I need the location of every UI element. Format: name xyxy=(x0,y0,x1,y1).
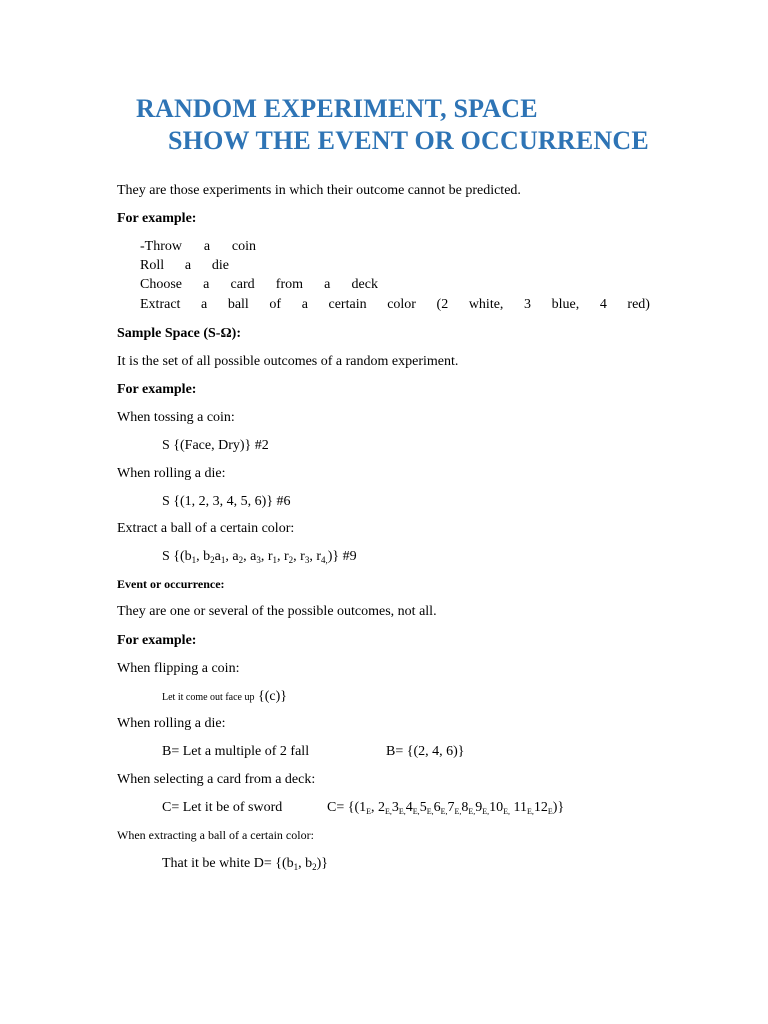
example-word: coin xyxy=(231,239,256,254)
set-element: a xyxy=(250,549,257,564)
example-word: white, xyxy=(468,297,504,312)
set-element: 9 xyxy=(475,800,483,815)
set-separator: , xyxy=(196,549,204,564)
set-element: b xyxy=(184,549,192,564)
example-word: a xyxy=(301,297,308,312)
tossing-coin-label: When tossing a coin: xyxy=(117,410,235,425)
set-subscript: 1 xyxy=(220,555,226,565)
coin-sample-space: S {(Face, Dry)} #2 xyxy=(162,438,269,453)
d-event-sub-2: 2 xyxy=(312,862,317,872)
example-word: card xyxy=(230,277,255,292)
example-item xyxy=(140,257,229,275)
example-word: (2 xyxy=(436,297,449,312)
set-subscript: 2 xyxy=(210,555,215,565)
set-element: 4 xyxy=(405,800,413,815)
set-element: r xyxy=(267,549,273,564)
set-element: 6 xyxy=(433,800,441,815)
set-subscript: 1 xyxy=(191,555,197,565)
example-word: certain xyxy=(328,297,367,312)
set-separator: , xyxy=(371,800,379,815)
set-element: 5 xyxy=(419,800,427,815)
example-word: from xyxy=(275,277,303,292)
example-word: a xyxy=(203,239,211,254)
set-separator: , xyxy=(309,549,317,564)
sample-space-definition: It is the set of all possible outcomes of a random experiment. xyxy=(117,354,459,369)
die-sample-space: S {(1, 2, 3, 4, 5, 6)} #6 xyxy=(162,494,291,509)
set-subscript: E, xyxy=(454,807,462,816)
event-heading: Event or occurrence: xyxy=(117,577,225,591)
set-subscript: E, xyxy=(482,807,490,816)
d-event-prefix: That it be white D= {(b xyxy=(162,856,294,871)
set-element: 8 xyxy=(461,800,469,815)
set-element: 10 xyxy=(489,800,504,815)
d-event-mid: , b xyxy=(298,856,313,871)
d-event-suffix: )} xyxy=(316,856,329,871)
example-word: deck xyxy=(351,277,378,292)
ball-sample-space xyxy=(162,548,357,566)
example-word: red) xyxy=(627,297,650,312)
example-word: a xyxy=(203,277,210,292)
set-element: r xyxy=(284,549,289,564)
face-up-text: Let it come out face up xyxy=(162,692,255,703)
intro-text: They are those experiments in which their outcome cannot be predicted. xyxy=(117,183,521,198)
set-separator: , xyxy=(243,549,251,564)
rolling-die-label-2: When rolling a die: xyxy=(117,716,226,731)
example-word: -Throw xyxy=(140,239,182,254)
set-element: 1 xyxy=(359,800,367,815)
example-word: Extract xyxy=(140,297,181,312)
example-item xyxy=(140,276,378,294)
set-element: 7 xyxy=(447,800,455,815)
set-subscript: E, xyxy=(426,807,434,816)
set-subscript: E xyxy=(547,807,553,816)
set-subscript: E, xyxy=(398,807,406,816)
example-item xyxy=(140,238,256,256)
example-word: blue, xyxy=(551,297,580,312)
set-element: 2 xyxy=(378,800,386,815)
set-element: r xyxy=(316,549,322,564)
flipping-coin-label: When flipping a coin: xyxy=(117,661,240,676)
c-event-set xyxy=(327,799,564,817)
set-subscript: 3 xyxy=(304,555,310,565)
set-subscript: E, xyxy=(440,807,448,816)
set-subscript: 1 xyxy=(272,555,277,565)
for-example-heading: For example: xyxy=(117,633,197,648)
set-subscript: E, xyxy=(412,807,420,816)
set-separator: , xyxy=(260,549,268,564)
example-word: Choose xyxy=(140,277,182,292)
set-suffix: )} xyxy=(552,800,565,815)
set-element: r xyxy=(300,549,305,564)
set-element: a xyxy=(232,549,239,564)
title-line-1: RANDOM EXPERIMENT, SPACE xyxy=(136,94,538,123)
set-subscript: E, xyxy=(503,807,511,816)
example-word: a xyxy=(324,277,331,292)
c-event: C= Let it be of sword xyxy=(162,800,283,815)
set-suffix: )} #9 xyxy=(327,549,357,564)
set-subscript: E xyxy=(366,807,372,816)
example-word: a xyxy=(201,297,208,312)
for-example-heading: For example: xyxy=(117,382,197,397)
example-word: die xyxy=(211,258,229,273)
set-subscript: E, xyxy=(527,807,534,816)
extracting-ball-label: When extracting a ball of a certain color: xyxy=(117,828,314,842)
example-word: 3 xyxy=(524,297,532,312)
d-event xyxy=(162,855,328,873)
set-prefix: C= {( xyxy=(327,800,360,815)
set-subscript: 2 xyxy=(288,555,294,565)
set-subscript: 3 xyxy=(256,555,261,565)
set-element: 12 xyxy=(533,800,548,815)
face-up-set: {(c)} xyxy=(257,689,287,704)
for-example-heading: For example: xyxy=(117,211,197,226)
set-separator: , xyxy=(277,549,284,564)
d-event-sub-1: 1 xyxy=(293,862,299,872)
sample-space-heading: Sample Space (S-Ω): xyxy=(117,326,241,341)
set-element: a xyxy=(214,549,221,564)
example-word: a xyxy=(184,258,192,273)
set-element: 3 xyxy=(391,800,399,815)
face-up-event xyxy=(162,688,287,707)
b-event: B= Let a multiple of 2 fall xyxy=(162,744,310,759)
b-event-set: B= {(2, 4, 6)} xyxy=(386,744,465,759)
rolling-die-label: When rolling a die: xyxy=(117,466,226,481)
set-subscript: E, xyxy=(468,807,476,816)
selecting-card-label: When selecting a card from a deck: xyxy=(117,772,316,787)
extract-ball-label: Extract a ball of a certain color: xyxy=(117,521,295,536)
example-item xyxy=(140,296,650,314)
example-word: ball xyxy=(227,297,249,312)
example-word: color xyxy=(387,297,416,312)
example-word: 4 xyxy=(599,297,607,312)
set-separator: , xyxy=(293,549,301,564)
set-subscript: E, xyxy=(385,807,392,816)
set-separator: , xyxy=(225,549,233,564)
example-word: of xyxy=(269,297,282,312)
set-element: b xyxy=(203,549,211,564)
example-word: Roll xyxy=(140,258,165,273)
event-definition: They are one or several of the possible outcomes, not all. xyxy=(117,604,437,619)
set-subscript: 2 xyxy=(238,555,244,565)
set-element: 11 xyxy=(513,800,528,815)
set-subscript: 4, xyxy=(321,555,328,565)
title-line-2: SHOW THE EVENT OR OCCURRENCE xyxy=(168,126,649,155)
set-prefix: S {( xyxy=(162,549,185,564)
